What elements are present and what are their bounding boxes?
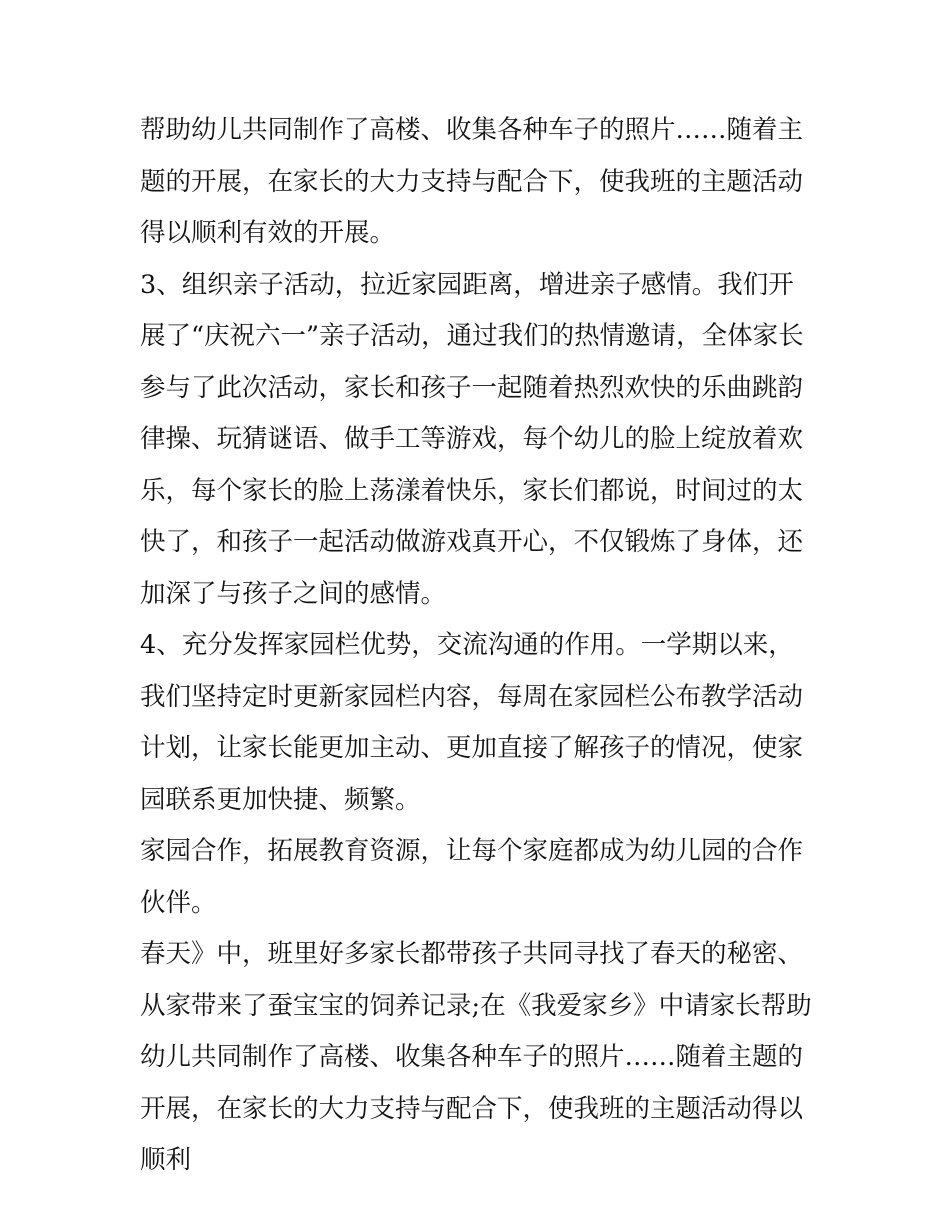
paragraph-2: 3、组织亲子活动，拉近家园距离，增进亲子感情。我们开展了“庆祝六一”亲子活动，通过我们的热情邀请，全体家长参与了此次活动，家长和孩子一起随着热烈欢快的乐曲跳韵律操、玩猜谜语、做手工等游戏，每个幼儿的脸上绽放着欢乐，每个家长的脸上荡漾着快乐，家长们都说，时间过的太快了，和孩子一起活动做游戏真开心，不仅锻炼了身体，还加深了与孩子之间的感情。: [140, 269, 804, 609]
paragraph-3: 4、充分发挥家园栏优势，交流沟通的作用。一学期以来，我们坚持定时更新家园栏内容，每周在家园栏公布教学活动计划，让家长能更加主动、更加直接了解孩子的情况，使家园联系更加快捷、频繁。: [140, 630, 804, 815]
document-body: [140, 105, 812, 1187]
paragraph-4: 家园合作，拓展教育资源，让每个家庭都成为幼儿园的合作伙伴。: [140, 836, 804, 918]
paragraph-1: 帮助幼儿共同制作了高楼、收集各种车子的照片……随着主题的开展，在家长的大力支持与配合下，使我班的主题活动得以顺利有效的开展。: [140, 115, 804, 248]
paragraph-5: 春天》中，班里好多家长都带孩子共同寻找了春天的秘密、从家带来了蚕宝宝的饲养记录;在《我爱家乡》中请家长帮助幼儿共同制作了高楼、收集各种车子的照片……随着主题的开展，在家长的大力支持与配合下，使我班的主题活动得以顺利: [140, 939, 812, 1175]
